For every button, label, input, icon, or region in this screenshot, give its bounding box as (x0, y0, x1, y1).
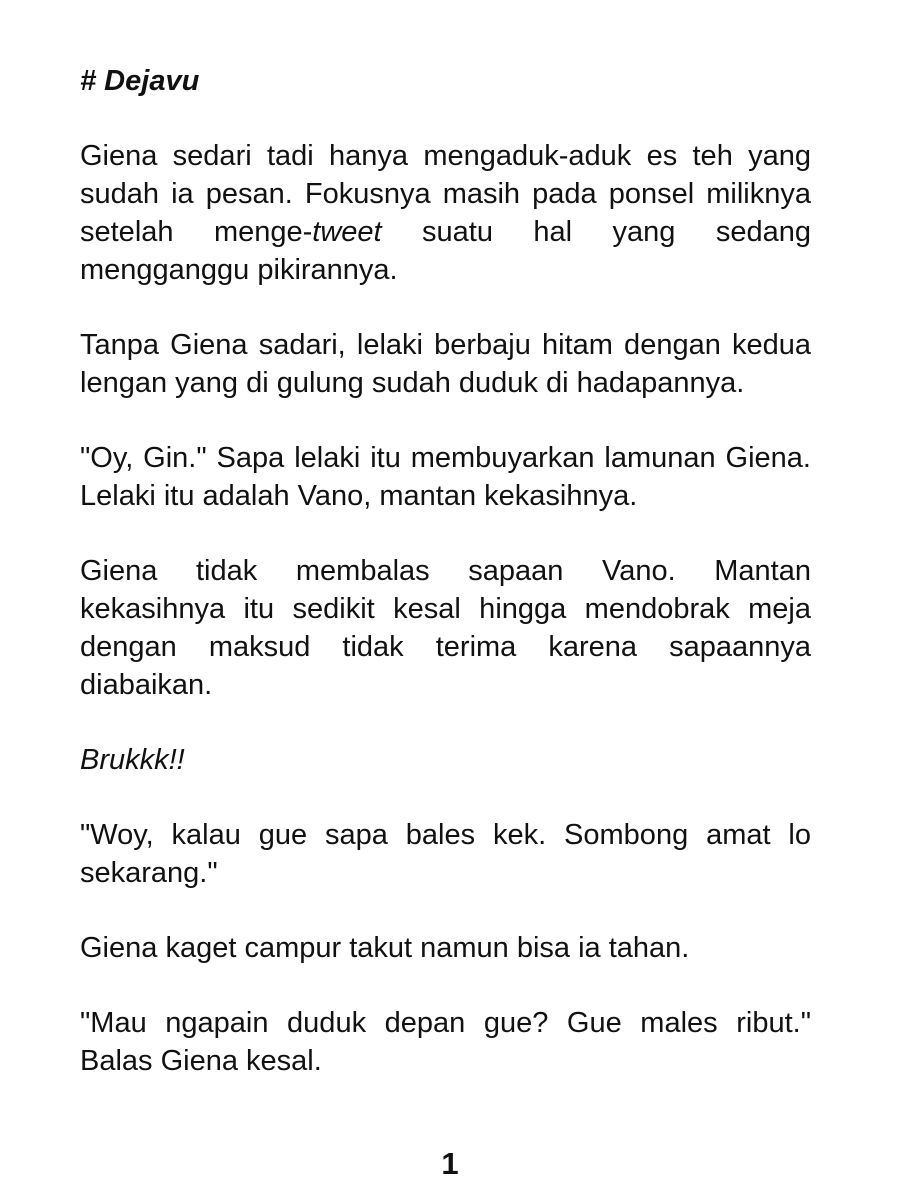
paragraph-7: Giena kaget campur takut namun bisa ia tahan. (80, 932, 690, 964)
chapter-heading: # Dejavu (80, 65, 200, 97)
paragraph-2: Tanpa Giena sadari, lelaki berbaju hitam dengan kedua lengan yang di gulung sudah duduk di hadapannya. (80, 329, 811, 399)
paragraph-6: "Woy, kalau gue sapa bales kek. Sombong amat lo sekarang." (80, 819, 811, 889)
paragraph-1-italic-word: tweet (312, 216, 382, 248)
paragraph-8: "Mau ngapain duduk depan gue? Gue males ribut." Balas Giena kesal. (80, 1007, 811, 1077)
document-body (80, 62, 811, 1080)
paragraph-3: "Oy, Gin." Sapa lelaki itu membuyarkan lamunan Giena. Lelaki itu adalah Vano, mantan kekasihnya. (80, 442, 811, 512)
page-number: 1 (441, 1146, 459, 1181)
paragraph-1-text-start: Giena sedari tadi hanya mengaduk-aduk es teh yang sudah ia pesan. Fokusnya masih pada ponsel miliknya setelah menge- (80, 140, 811, 248)
paragraph-4: Giena tidak membalas sapaan Vano. Mantan kekasihnya itu sedikit kesal hingga mendobrak meja dengan maksud tidak terima karena sapaannya diabaikan. (80, 555, 811, 701)
paragraph-1-text-end: suatu hal yang sedang mengganggu pikirannya. (80, 216, 811, 286)
paragraph-1 (80, 137, 811, 289)
paragraph-5-sound-effect: Brukkk!! (80, 744, 185, 776)
